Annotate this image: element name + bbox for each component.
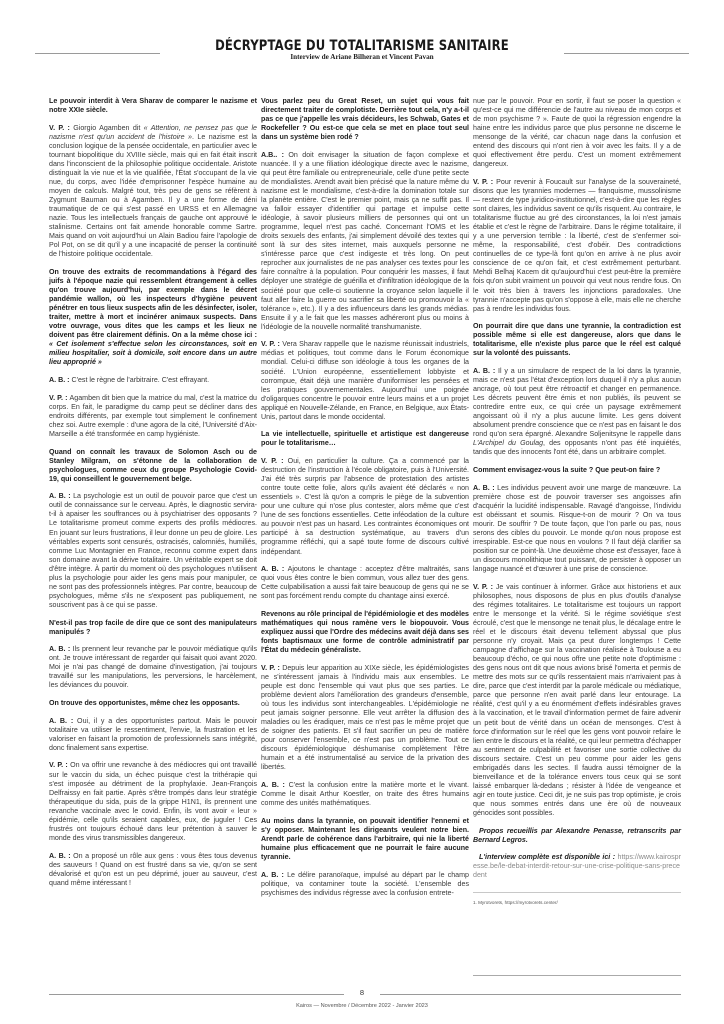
question-text: N'est-il pas trop facile de dire que ce sont des manipulateurs manipulés ? xyxy=(49,618,257,636)
answer xyxy=(473,583,681,818)
column-1 xyxy=(49,97,257,896)
answer xyxy=(473,484,681,574)
interview-label: L'interview complète est disponible ici : xyxy=(479,853,618,862)
answer-text: On doit envisager la situation de façon complexe et nuancée. Il y a une filiation idéologique directe avec le nazisme, qui peut être familiale ou entrepreneuriale, celle d'une petite secte de mondialistes. Arendt avait bien précisé que la nature même du nazisme est le mondialisme, c'est-à-dire la domination totale sur la planète entière. C'est le premier point, mais ça ne suffit pas. Il va falloir essayer d'identifier qui partage et impulse cette idéologie, à savoir plusieurs milliers de personnes qui ont un programme, lequel n'est pas caché. Concernant l'OMS et les droits sexuels des enfants, j'ai simplement dévoilé des textes qui sont là sur des sites internet, mais auxquels personne ne s'intéresse parce que c'est indigeste et très long. On peut reprocher aux journalistes de ne pas analyser ces textes pour les faire connaître à la population. Pour conquérir les masses, il faut déployer une stratégie de guérilla et d'infiltration idéologique de la société pour que celle-ci soutienne la croyance selon laquelle il faut aller faire la guerre ou sacrifier sa liberté ou promouvoir la « tolérance », etc.). Il y a des influenceurs dans les grands médias. Ensuite il y a le fait que les masses adhéreront plus ou moins à l'idéologie de la nouvelle normalité transhumaniste. xyxy=(261,150,469,331)
answer xyxy=(261,781,469,808)
answer xyxy=(261,457,469,557)
answer-text: Pour revenir à Foucault sur l'analyse de la souveraineté, disons que les tyrannies modernes — franquisme, mussolinisme — restent de type juridico-institutionnel, c'est-à-dire que les règles sont claires, les individus savent ce qu'ils risquent. Au contraire, le totalitarisme fluctue au gré des circonstances, la loi n'est jamais établie et c'est le règne de l'arbitraire. Dans le régime totalitaire, il y a une perversion terrible : la liberté, c'est de s'enfermer soi-même, la responsabilité, c'est d'obéir. Des contradictions continuelles de ce type-là font qu'on en arrive à ne plus avoir conscience de ce qu'on fait, et c'est extrêmement perturbant. Mehdi Belhaj Kacem dit qu'aujourd'hui c'est peut-être la première fois qu'on subit vraiment un pouvoir qui veut nous rendre fous. On le voit très bien à travers les injonctions paradoxales. Une tyrannie n'accepte pas qu'on s'oppose à elle, mais elle ne cherche pas à rendre les individus fous. xyxy=(473,177,681,313)
answer-text: Giorgio Agamben dit xyxy=(73,123,144,132)
answer-text: Ils prennent leur revanche par le pouvoir médiatique qu'ils ont. Je trouve intéressant de regarder qui faisait quoi avant 2020. Moi je n'ai pas changé de domaine d'investigation, j'ai toujours travaillé sur les manipulations, les perversions, le harcèlement, les déviances du pouvoir. xyxy=(49,645,257,690)
footer-rule-left xyxy=(49,994,344,995)
credits-propos: Propos recueillis par Alexandre Penasse, retranscrits par Bernard Legros. xyxy=(473,826,681,844)
credits-interview xyxy=(473,853,681,880)
answer-text: Depuis leur apparition au XIXe siècle, les épidémiologistes ne s'intéressent jamais à l'individu mais aux ensembles. Le peuple est donc l'ensemble qui vaut plus que ses parties. Le problème devient alors l'amélioration des grandeurs d'ensemble, où tous les individus sont interchangeables. L'épidémiologie ne peut jamais soigner personne. Elle veut arrêter la diffusion des maladies ou les éradiquer, mais ce n'est pas le même projet que de soigner des patients. Et s'il faut sacrifier un peu de matière pour conserver l'ensemble, ce n'est pas un problème. Tout ce discours épidémiologique déshumanise complètement l'être humain et a été instrumentalisé au service de la privation des libertés. xyxy=(261,663,469,772)
page-title: DÉCRYPTAGE DU TOTALITARISME SANITAIRE xyxy=(215,38,509,54)
page-subtitle: Interview de Ariane Bilheran et Vincent Pavan xyxy=(290,53,434,61)
answer-text: Agamben dit bien que la matrice du mal, c'est la matrice du corps. En fait, le paradigme du camp peut se décliner dans des endroits différents, par exemple tout simplement le confinement chez soi. Autre exemple : d'une agora de la cité, l'Université d'Aix-Marseille a été transformée en camp hygiéniste. xyxy=(49,393,257,438)
answer xyxy=(261,565,469,601)
interview-link[interactable]: https://www.kairospresse.be/le-debat-interdit-retour-sur-une-crise-politique-sans-precedent xyxy=(473,853,681,880)
speaker-label: A. B. : xyxy=(49,376,72,385)
answer-text: Oui, il y a des opportunistes partout. Mais le pouvoir totalitaire va utiliser le ressentiment, l'envie, la frustration et les valoriser en faisant la promotion de professionnels sans intégrité, donc finalement sans expertise. xyxy=(49,716,257,752)
question-text: Au moins dans la tyrannie, on pouvait identifier l'ennemi et s'y opposer. Maintenant les dirigeants veulent notre bien. Arendt parle de cohérence dans l'arbitraire, qui nie la liberté humaine plus efficacement que ne pourrait le faire aucune tyrannie. xyxy=(261,816,469,861)
speaker-label: V. P. : xyxy=(261,340,283,349)
question xyxy=(49,699,257,708)
question-text: Quand on connaît les travaux de Solomon Asch ou de Stanley Milgram, on s'étonne de la collaboration de psychologues, comme ceux du groupe Psychologie Covid-19, qui conseillent le gouvernement belge. xyxy=(49,447,257,483)
speaker-label: V. P. : xyxy=(49,761,71,770)
footnote-rule xyxy=(473,892,681,893)
footnote: 1. Myrotvorets, https://myrotvorets.center/ xyxy=(473,900,558,906)
speaker-label: V. P. : xyxy=(473,177,497,186)
answer xyxy=(261,871,469,898)
answer-italic: « Attention, ne pensez pas que le nazisme n'est qu'un accident de l'histoire » xyxy=(49,123,257,141)
speaker-label: A. B. : xyxy=(261,565,288,574)
speaker-label: A. B. : xyxy=(261,780,289,789)
answer-italic: L'Archipel du Goulag xyxy=(473,439,544,448)
credits xyxy=(473,827,681,908)
question xyxy=(261,430,469,448)
question-text: Revenons au rôle principal de l'épidémiologie et des modèles mathématiques qui nous ramène vers le biopouvoir. Vous expliquez aussi que l'Ordre des médecins avait déjà dans ses fonts baptismaux une forme de contrôle administratif par l'État du médecin généraliste. xyxy=(261,609,469,655)
speaker-label: A. B. : xyxy=(473,367,499,376)
question xyxy=(473,466,681,475)
answer-text: C'est la confusion entre la matière morte et le vivant. Comme le disait Arthur Koestler, on traite des êtres humains comme des unités mathématiques. xyxy=(261,780,470,808)
speaker-label: V. P. : xyxy=(261,663,283,672)
question xyxy=(49,448,257,484)
answer xyxy=(49,852,257,888)
question-text: Comment envisagez-vous la suite ? Que peut-on faire ? xyxy=(473,466,661,475)
answer xyxy=(261,664,469,773)
question xyxy=(261,817,469,862)
answer xyxy=(261,151,469,332)
speaker-label: A. B. : xyxy=(49,492,74,501)
footer-issue: Kairos — Novembre / Décembre 2022 - Janvier 2023 xyxy=(296,1003,428,1009)
answer-text: Vera Sharav rappelle que le nazisme réunissait industriels, médias et politiques, tout comme dans le Forum économique mondial. Celui-ci diffuse son idéologie à tous les organes de la société. L'Union européenne, essentiellement lobbyiste et corrompue, était déjà une manière d'uniformiser les pensées et les pratiques gouvernementales. Aujourd'hui une poignée d'oligarques concentre le pouvoir entre leurs mains et a un projet appliqué en Nouvelle-Zélande, en France, en Belgique, aux États-Unis, partout dans le monde occidental. xyxy=(261,340,469,421)
footer-rule-right xyxy=(380,994,681,995)
question-text: On trouve des opportunistes, même chez les opposants. xyxy=(49,699,240,708)
answer-text: On va offrir une revanche à des médiocres qui ont travaillé sur le vaccin du sida, un échec puisque c'est la trithérapie qui s'est imposée au détriment de la prophylaxie. Jean-François Delfraissy en fait partie. Après s'être trompés dans leur stratégie thérapeutique du sida, puis de la grippe H1N1, ils prennent une revanche vaccinale avec le covid. Enfin, ils vont avoir « leur » épidémie, celle qu'ils seraient capables, eux, de juguler ! Ces frustrés ont toujours échoué dans leur prétention à sauver le monde des virus transmissibles dangereux. xyxy=(49,761,257,842)
answer-text: . Le nazisme est la conclusion logique de la pensée occidentale, en particulier avec le tournant biopolitique du XVIIIe siècle, mais qui en fait était inscrit dans l'inconscient de la philosophie politique occidentale. Aristote distinguait la vie nue et la vie qualifiée, l'État s'occupant de la vie nue, du corps, avec l'idée d'emprisonner l'espèce humaine au moyen de calculs. Malgré tout, très peu de gens se réfèrent à Zygmunt Bauman ou à Agamben. Il y a une forme de déni traumatique de ce qui s'est passé en URSS et en Allemagne nazie. Tous les intellectuels français de gauche ont approuvé le stalinisme. Certains ont fait amende honorable comme Sartre. Mais quand on voit aujourd'hui un Alain Badiou faire l'apologie de Pol Pot, on se dit qu'il y a une incapacité de penser la continuité de l'histoire politique occidentale. xyxy=(49,132,257,259)
speaker-label: V. P. : xyxy=(473,582,496,591)
question xyxy=(49,619,257,637)
speaker-label: V. P. : xyxy=(49,393,70,402)
answer xyxy=(49,376,257,385)
speaker-label: A. B. : xyxy=(261,870,288,879)
question xyxy=(261,610,469,655)
question-text: Le pouvoir interdit à Vera Sharav de comparer le nazisme et notre XXIe siècle. xyxy=(49,97,257,115)
speaker-label: V. P. : xyxy=(49,123,74,132)
answer-text: C'est le règne de l'arbitraire. C'est effrayant. xyxy=(71,376,210,385)
answer-text: Le délire paranoïaque, impulsé au départ par le champ politique, va contaminer toute la société. L'ensemble des psychismes des individus régresse avec la confusion entrete- xyxy=(261,870,469,897)
question-text: La vie intellectuelle, spirituelle et artistique est dangereuse pour le totalitarisme… xyxy=(261,430,469,448)
question xyxy=(473,322,681,358)
answer xyxy=(49,761,257,842)
speaker-label: A. B. : xyxy=(473,483,498,492)
question-quote: « Cet isolement s'effectue selon les circonstances, soit en milieu hospitalier, soit à domicile, soit encore dans un autre lieu approprié » xyxy=(49,340,257,367)
answer xyxy=(49,124,257,260)
speaker-label: A. B. : xyxy=(49,851,74,860)
answer xyxy=(49,717,257,753)
question-text: On trouve des extraits de recommandations à l'égard des juifs à l'époque nazie qui ressemblent étrangement à celles qu'on trouve aujourd'hui, par exemple dans le décret pandémie wallon, où les inspecteurs d'hygiène peuvent pénétrer en tous lieux suspects afin de les désinfecter, isoler, traiter, mettre à mort et incinérer animaux suspects. Dans votre ouvrage, vous dites que les camps et les lieux ne doivent pas être clairement définis. On a la même chose ici : xyxy=(49,267,257,340)
answer xyxy=(49,645,257,690)
answer xyxy=(473,97,681,169)
answer-text: Oui, en particulier la culture. Ça a commencé par la destruction de l'instruction à l'école obligatoire, puis à l'Université. J'ai été très surpris par l'absence de protestation des artistes contre toute cette folie, alors qu'ils avaient été déclarés « non essentiels ». C'est là qu'on a compris le piège de la subvention pour une culture qui n'ose plus contester, alors même que c'est l'une de ses fonctions essentielles. Cette inféodation de la culture au pouvoir n'est pas un hasard. Les contraintes économiques ont participé à sa destruction systématique, au travers d'un programme réfléchi, qui a sapé toute forme de discours cultivé indépendant. xyxy=(261,457,469,556)
column-3 xyxy=(473,97,681,908)
speaker-label: V. P. : xyxy=(261,457,288,466)
answer xyxy=(261,340,469,421)
answer-text: La psychologie est un outil de pouvoir parce que c'est un outil de connaissance sur le cerveau. Après, le diagnostic servira-t-il à apaiser les souffrances ou à psychiatriser des opposants ? Le totalitarisme promeut comme experts des profils médiocres. En jouant sur leurs frustrations, il leur donne un peu de gloire. Les véritables experts sont censurés, ostracisés, calomniés, humiliés, comme Luc Montagnier en France, reconnu comme expert dans son domaine avant la dérive totalitaire. Un véritable expert se doit d'être intègre. À partir du moment où des psychologues n'utilisent plus la psychologie pour aider les gens mais pour manipuler, ce ne sont pas des professionnels intègres. Par contre, beaucoup de psychologues, même s'ils ne s'exposent pas publiquement, ne souscrivent pas à ce qui se passe. xyxy=(49,492,257,609)
question-text: On pourrait dire que dans une tyrannie, la contradiction est possible même si elle est dangereuse, alors que dans le totalitarisme, elle n'existe plus parce que le réel est calqué sur la volonté des puissants. xyxy=(473,322,681,358)
answer xyxy=(473,367,681,457)
answer-text: On a proposé un rôle aux gens : vous êtes tous devenus des sauveurs ! Quand on est frustré dans sa vie, qu'on se sent dévalorisé et qu'on est un peu déprimé, jouer au sauveur, c'est quand même intéressant ! xyxy=(49,851,257,887)
column-2 xyxy=(261,97,469,906)
answer-text: Les individus peuvent avoir une marge de manœuvre. La première chose est de pouvoir traverser ses angoisses afin d'acquérir la lucidité indispensable. Ravagé d'angoisse, l'individu est obéissant et soumis. Risque-t-on de mourir ? On va tous mourir. De souffrir ? De toute façon, que l'on parle ou pas, nous serons des cibles du pouvoir. Le monde qu'on nous propose est irrespirable. Est-ce que nous en voulons ? Il faut déjà clarifier sa position sur ce point-là. Une deuxième chose est d'essayer, face à un discours monolithique tout puissant, de persister à opposer un langage nuancé et d'œuvrer à une prise de conscience. xyxy=(473,483,681,574)
page-number: 8 xyxy=(359,988,365,997)
answer-text: nue par le pouvoir. Pour en sortir, il faut se poser la question « qu'est-ce qui me différencie de l'autre au niveau de mon corps et de mon psychisme ? ». Faute de quoi la régression engendre la haine entre les individus parce que plus personne ne discerne le mensonge de la vérité, car chacun nage dans la confusion et entend des discours qui n'ont rien à voir avec les faits. Il y a de quoi effectivement être perdu. C'est un moment extrêmement dangereux. xyxy=(473,97,681,169)
question xyxy=(49,268,257,368)
question xyxy=(49,97,257,115)
answer-text: Je vais continuer à informer. Grâce aux historiens et aux philosophes, nous disposons de plus en plus d'outils d'analyse des régimes totalitaires. Le totalitarisme est toujours un rapport entre le mensonge et la vérité. Si le régime soviétique s'est écroulé, c'est que le mensonge ne tenait plus, le décalage entre le réel et le discours était devenu tellement abyssal que plus personne n'y croyait. Mais ça peut durer longtemps ! Cette campagne d'affichage sur la vaccination réalisée à Toulouse a eu beaucoup d'écho, ce qui nous offre une petite note d'optimisme : des gens nous ont dit que nous avions brisé l'omerta et permis de mettre des mots sur ce qu'ils ressentaient mais n'arrivaient pas à dire, parce que c'est interdit par la parole médicale ou médiatique, parce que personne n'en avait parlé dans leur entourage. La réalité, c'est qu'il y a eu énormément d'effets indésirables graves à la vaccination, et le travail d'information permet de faire advenir un petit bout de vérité dans un océan de mensonges. C'est à force d'information sur le réel que les gens vont pouvoir refaire le lien entre le discours et la réalité, ce qui leur permettra d'échapper au sentiment de culpabilité et favoriser une sortie collective du discours sectaire. C'est un peu comme pour aider les gens embrigadés dans les sectes. Il faudra aussi témoigner de la bienveillance et de la tolérance envers tous ceux qui se sont laissé embarquer là-dedans ; résister à l'idée de vengeance et agir en toute justice. Ceci dit, je ne suis pas trop optimiste, je crois que nous sommes entrés dans une ère où de nouveaux génocides sont possibles. xyxy=(473,582,681,817)
speaker-label: A. B. : xyxy=(49,645,73,654)
answer xyxy=(49,394,257,439)
column-bottom-rule xyxy=(473,975,681,976)
answer xyxy=(49,492,257,610)
answer-text: Ajoutons le chantage : acceptez d'être maltraités, sans quoi vous êtes contre le bien commun, vous allez tuer des gens. Cette culpabilisation a aussi fait taire beaucoup de gens qui ne se sont pas forcément rendu compte du chantage ainsi exercé. xyxy=(261,565,470,601)
answer-text: Il y a un simulacre de respect de la loi dans la tyrannie, mais ce n'est pas l'état d'exception lors duquel il n'y a plus aucun ancrage, où tout peut être rétroactif et changer en permanence. Les décrets peuvent être émis et non publiés, ils peuvent se contredire entre eux, ce qui crée un paysage extrêmement angoissant où il n'y a plus aucune limite. Les gens doivent absolument prendre conscience que ce n'est pas en faisant le dos rond qu'on sera épargné. Alexandre Soljenitsyne le rappelle dans xyxy=(473,367,681,439)
question-text: Vous parlez peu du Great Reset, un sujet qui vous fait directement traiter de complotiste. Derrière tout cela, n'y a-t-il pas ce que j'appelle les vrais décideurs, les Schwab, Gates et Rockefeller ? Ou est-ce que cela se met en place tout seul dans un système bien rodé ? xyxy=(261,97,469,142)
question xyxy=(261,97,469,142)
answer-text: , des opposants n'ont pas été inquiétés, tandis que des innocents l'ont été, dans un arbitraire complet. xyxy=(473,439,681,457)
speaker-label: A.B.. : xyxy=(261,150,289,159)
speaker-label: A. B. : xyxy=(49,716,78,725)
answer xyxy=(473,178,681,314)
